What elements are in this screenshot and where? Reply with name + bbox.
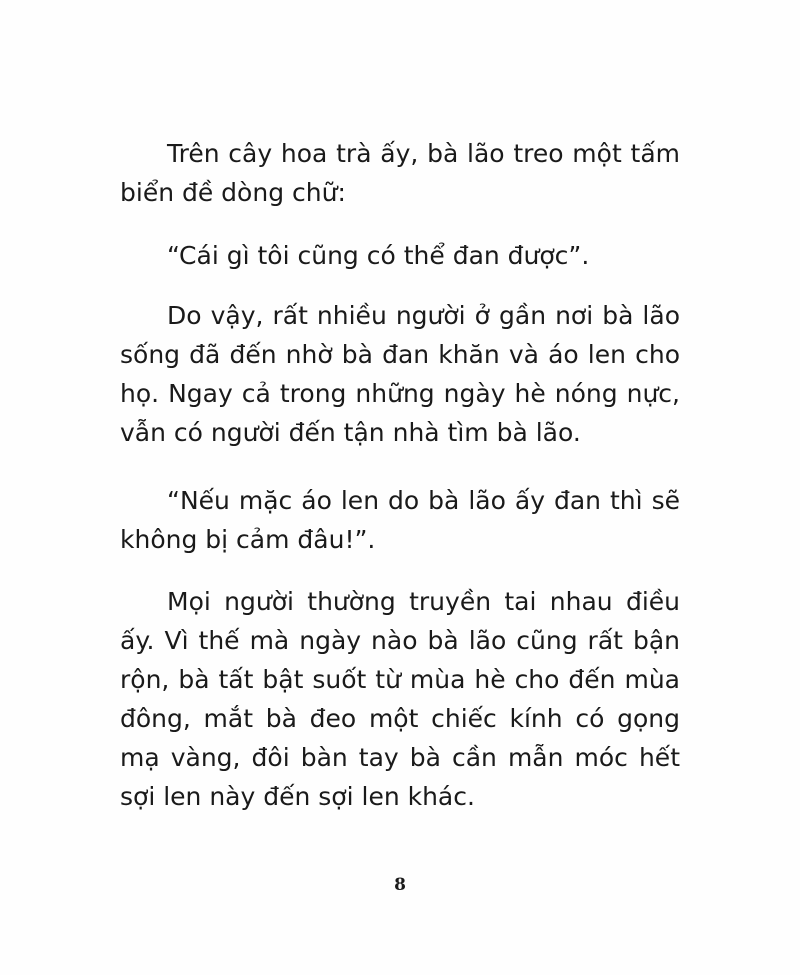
- paragraph-sign: Trên cây hoa trà ấy, bà lão treo một tấm biển đề dòng chữ:: [120, 139, 680, 207]
- paragraph-sign-quote: “Cái gì tôi cũng có thể đan được”.: [167, 241, 590, 270]
- paragraph-rumor-quote: “Nếu mặc áo len do bà lão ấy đan thì sẽ không bị cảm đâu!”.: [120, 486, 680, 554]
- page-number: 8: [394, 875, 406, 895]
- paragraph-busy-life: Mọi người thường truyền tai nhau điều ấy. Vì thế mà ngày nào bà lão cũng rất bận rộn, bà tất bật suốt từ mùa hè cho đến mùa đông, mắt bà đeo một chiếc kính có gọng mạ vàng, đôi bàn tay bà cần mẫn móc hết sợi len này đến sợi len khác.: [120, 587, 680, 811]
- paragraph-visitors: Do vậy, rất nhiều người ở gần nơi bà lão sống đã đến nhờ bà đan khăn và áo len cho họ. Ngay cả trong những ngày hè nóng nực, vẫn có người đến tận nhà tìm bà lão.: [120, 301, 680, 447]
